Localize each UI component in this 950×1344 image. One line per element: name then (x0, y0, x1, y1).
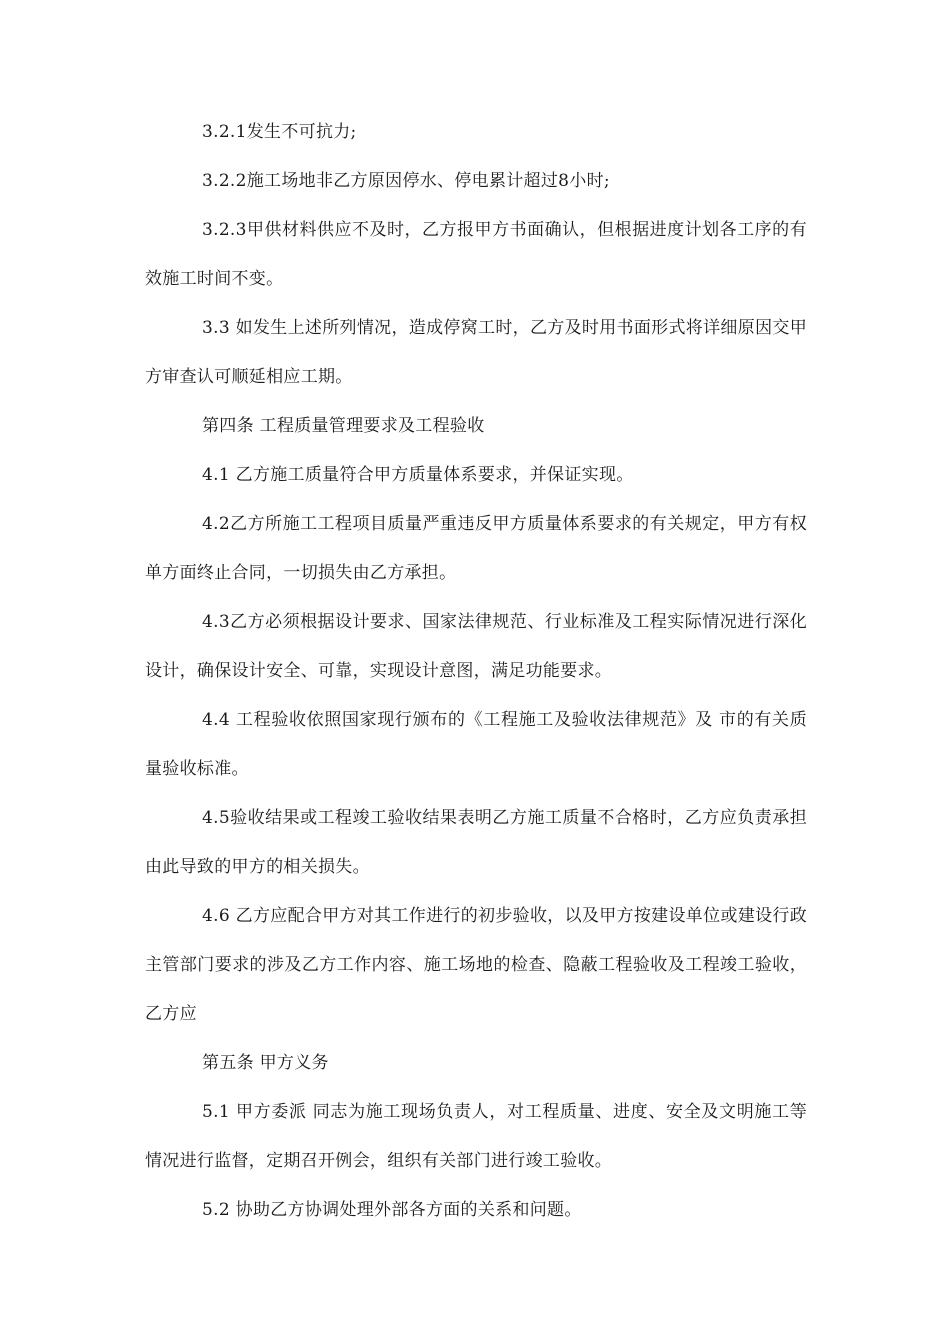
clause-4-3: 4.3乙方必须根据设计要求、国家法律规范、行业标准及工程实际情况进行深化设计，确保设计安全、可靠，实现设计意图，满足功能要求。 (145, 612, 807, 681)
clause-3-2-1: 3.2.1发生不可抗力; (202, 122, 357, 142)
document-body (145, 108, 807, 1235)
clause-4-4: 4.4 工程验收依照国家现行颁布的《工程施工及验收法律规范》及 市的有关质量验收标准。 (145, 710, 807, 779)
clause-5-1: 5.1 甲方委派 同志为施工现场负责人，对工程质量、进度、安全及文明施工等情况进行监督，定期召开例会，组织有关部门进行竣工验收。 (145, 1102, 807, 1171)
clause-4-1: 4.1 乙方施工质量符合甲方质量体系要求，并保证实现。 (202, 465, 634, 485)
clause-3-2-2: 3.2.2施工场地非乙方原因停水、停电累计超过8小时; (202, 171, 610, 191)
clause-3-2-3: 3.2.3甲供材料供应不及时，乙方报甲方书面确认，但根据进度计划各工序的有效施工时间不变。 (145, 220, 807, 289)
section-heading-article-4: 第四条 工程质量管理要求及工程验收 (202, 416, 485, 436)
clause-4-5: 4.5验收结果或工程竣工验收结果表明乙方施工质量不合格时，乙方应负责承担由此导致的甲方的相关损失。 (145, 808, 807, 877)
clause-3-3: 3.3 如发生上述所列情况，造成停窝工时，乙方及时用书面形式将详细原因交甲方审查认可顺延相应工期。 (145, 318, 807, 387)
clause-4-6: 4.6 乙方应配合甲方对其工作进行的初步验收，以及甲方按建设单位或建设行政主管部门要求的涉及乙方工作内容、施工场地的检查、隐蔽工程验收及工程竣工验收，乙方应 (145, 906, 807, 1024)
section-heading-article-5: 第五条 甲方义务 (202, 1053, 329, 1073)
clause-4-2: 4.2乙方所施工工程项目质量严重违反甲方质量体系要求的有关规定，甲方有权单方面终止合同，一切损失由乙方承担。 (145, 514, 807, 583)
clause-5-2: 5.2 协助乙方协调处理外部各方面的关系和问题。 (202, 1200, 582, 1220)
